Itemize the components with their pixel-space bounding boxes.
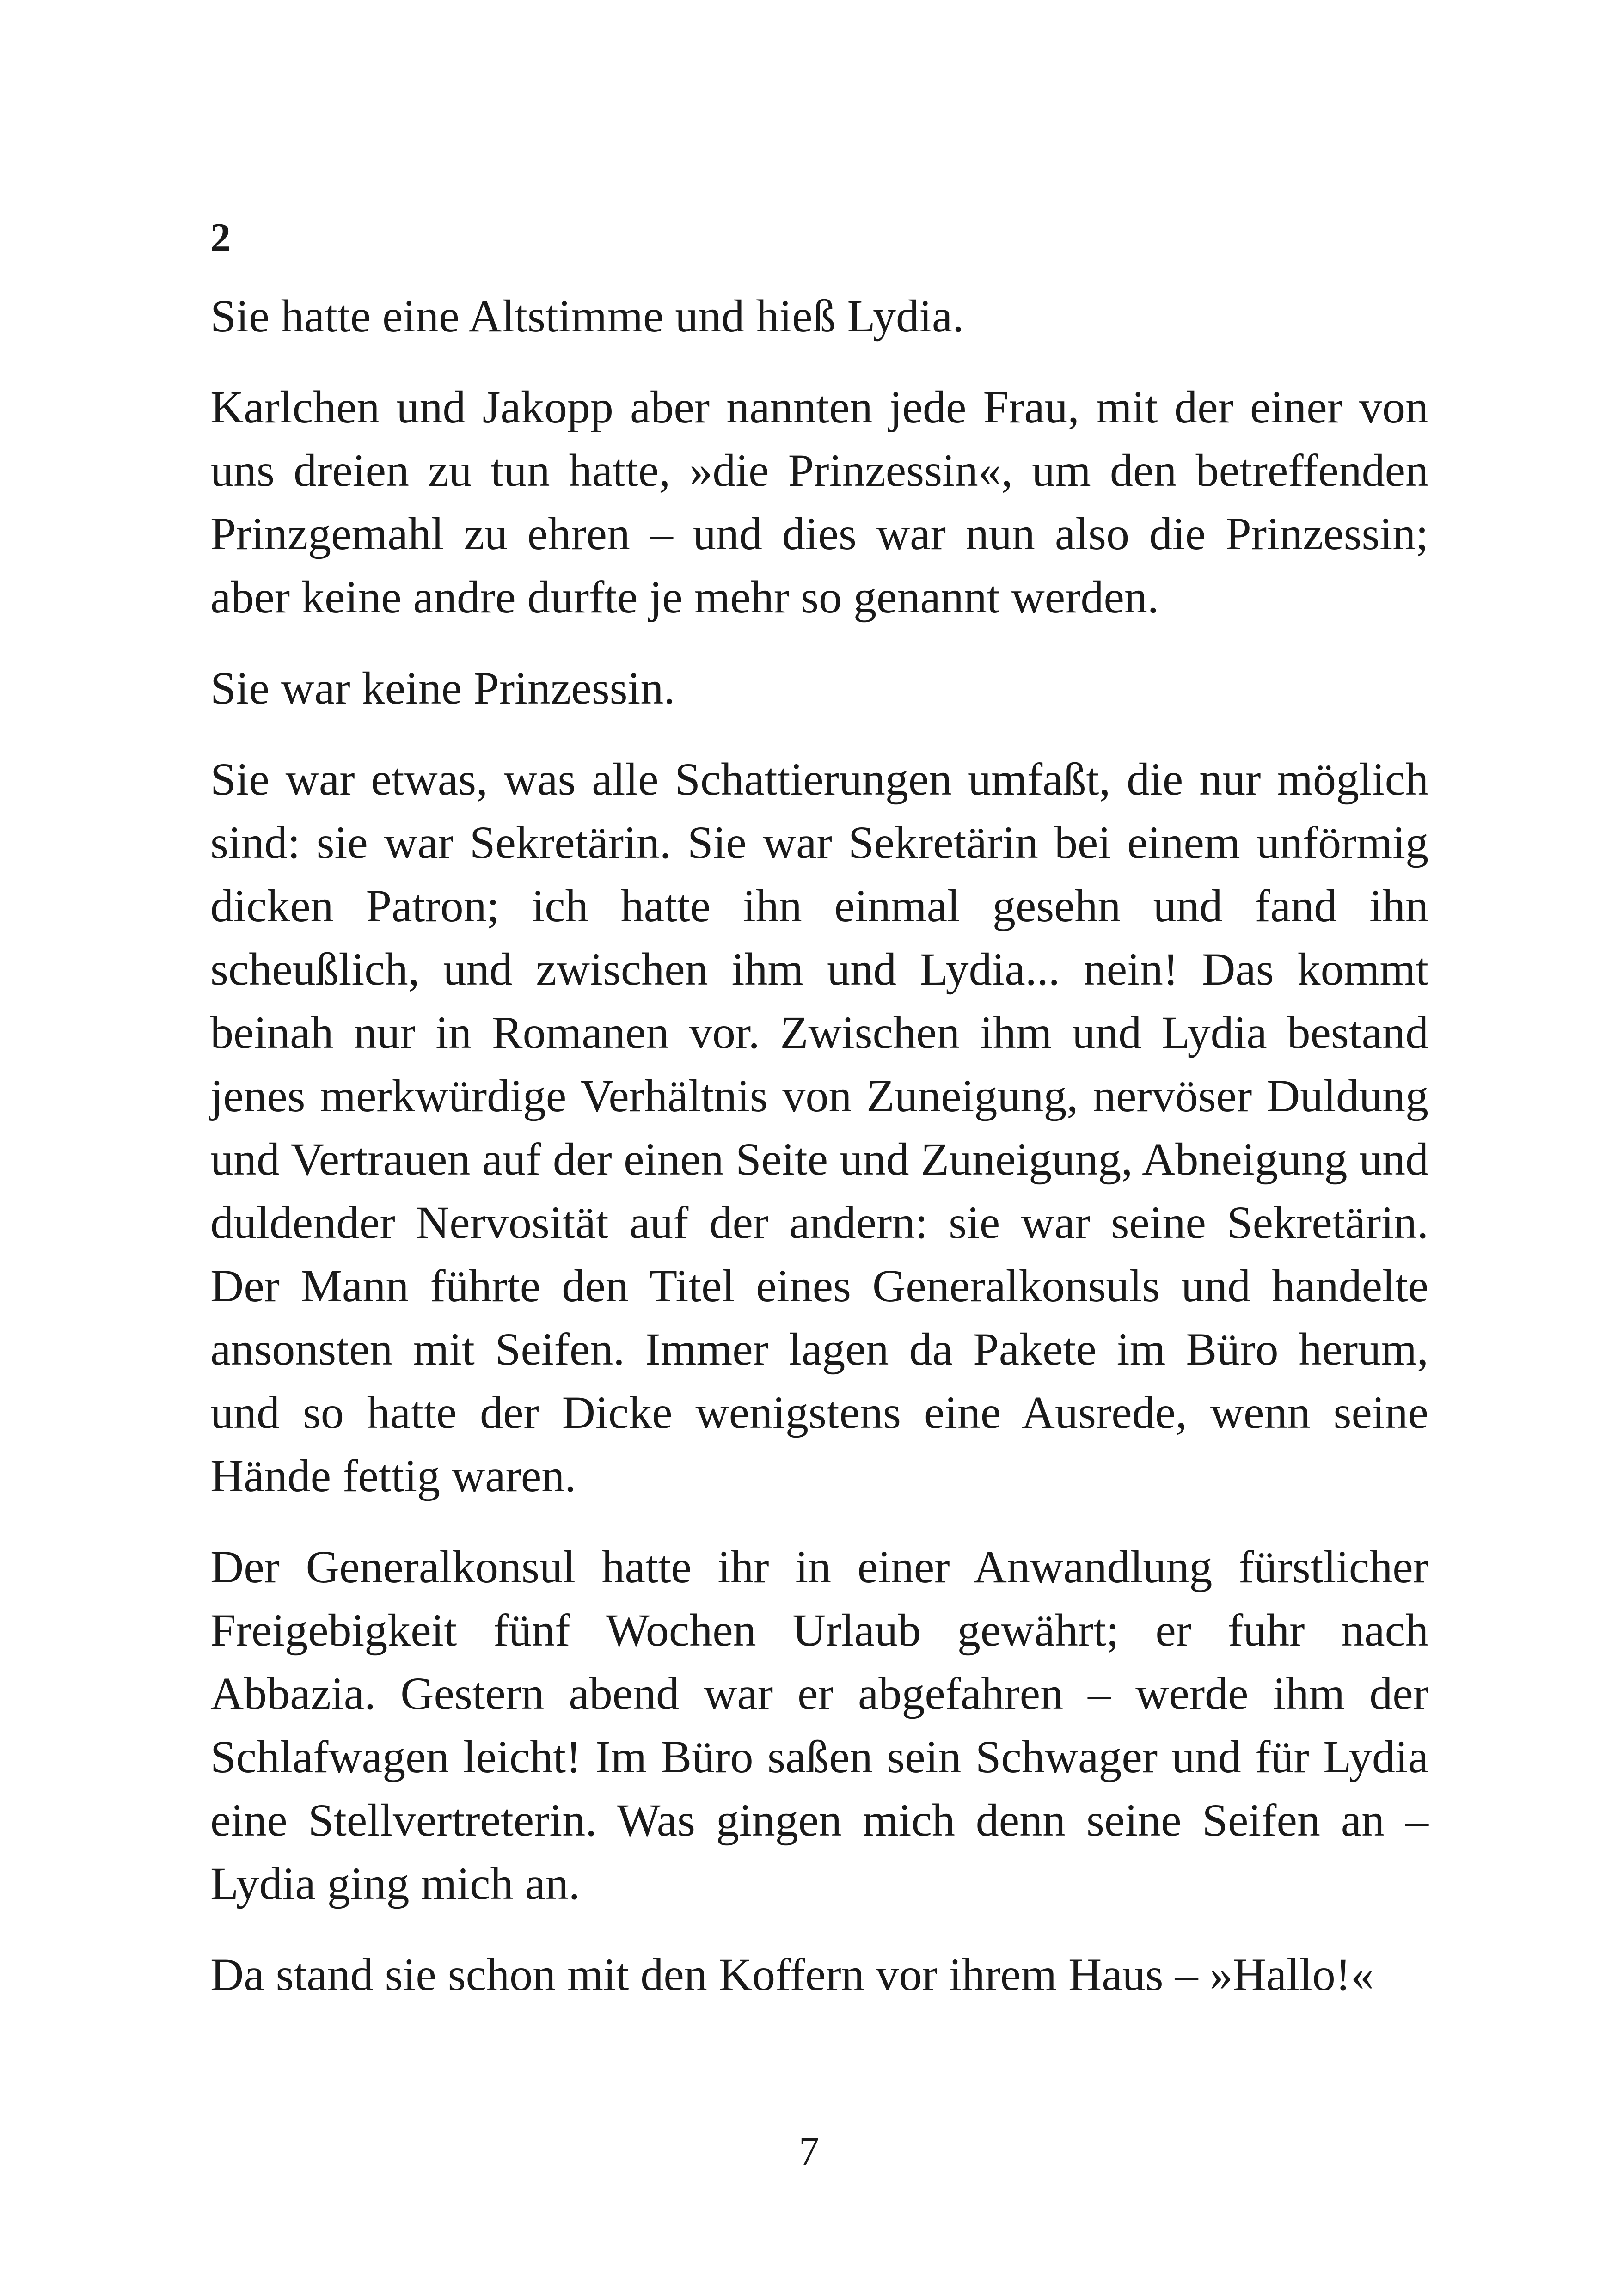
paragraph-2: Karlchen und Jakopp aber nannten jede Frau, mit der einer von uns dreien zu tun hatte, »die Prinzessin«, um den betreffenden Prinzgemahl zu ehren – und dies war nun also die Prinzessin; aber keine andre durfte je mehr so genannt werden. [210,381,1428,623]
paragraph-1: Sie hatte eine Altstimme und hieß Lydia. [210,290,964,342]
page-content [210,210,1428,2034]
paragraph-3: Sie war keine Prinzessin. [210,662,675,714]
page-number: 7 [799,2129,819,2174]
paragraph-6: Da stand sie schon mit den Koffern vor ihrem Haus – »Hallo!« [210,1949,1374,2000]
paragraph-4: Sie war etwas, was alle Schattierungen umfaßt, die nur möglich sind: sie war Sekretärin. Sie war Sekretärin bei einem unförmig dicken Patron; ich hatte ihn einmal gesehn und fand ihn scheußlich, und zwischen ihm und Lydia... nein! Das kommt beinah nur in Romanen vor. Zwischen ihm und Lydia bestand jenes merkwürdige Verhältnis von Zuneigung, nervöser Duldung und Vertrauen auf der einen Seite und Zuneigung, Abneigung und duldender Nervosität auf der andern: sie war seine Sekretärin. Der Mann führte den Titel eines Generalkonsuls und handelte ansonsten mit Seifen. Immer lagen da Pakete im Büro herum, und so hatte der Dicke wenigstens eine Ausrede, wenn seine Hände fettig waren. [210,753,1428,1501]
chapter-number: 2 [210,215,231,260]
paragraph-5: Der Generalkonsul hatte ihr in einer Anwandlung fürstlicher Freigebigkeit fünf Wochen Urlaub gewährt; er fuhr nach Abbazia. Gestern abend war er abgefahren – werde ihm der Schlafwagen leicht! Im Büro saßen sein Schwager und für Lydia eine Stellvertreterin. Was gingen mich denn seine Seifen an – Lydia ging mich an. [210,1541,1428,1909]
